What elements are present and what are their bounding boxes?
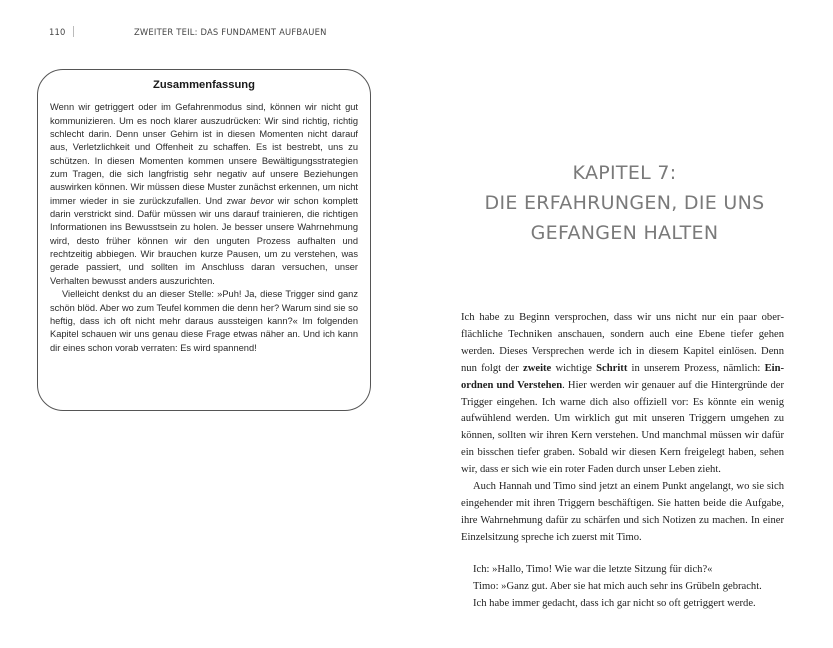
summary-paragraph <box>50 101 358 288</box>
body-text: . Hier werden wir genauer auf die Hintergründe der Trigger eingehen. Ich warne dich also offiziell vor: Es könnte ein wenig aufwühlend werden. Um wirklich gut mit unseren Triggern umgehen zu können, sollten wir ihren Kern verstehen. Und manchmal müssen wir dafür ein bisschen tiefer graben. Sobald wir diesen Kern freigelegt haben, sehen wir, dass er sich wie ein roter Faden durch unser Leben zieht. <box>461 379 784 476</box>
right-page <box>416 0 833 648</box>
running-header-title: ZWEITER TEIL: DAS FUNDAMENT AUFBAUEN <box>134 26 327 37</box>
body-paragraph <box>461 310 784 479</box>
summary-text: wir schon komplett darin verstrickt sind. Dafür müssen wir uns darauf trainieren, die richtigen Informationen ins Bewusstsein zu holen. Je besser unsere Wahrnehmung wird, desto früher können wir den unguten Prozess aufhalten und rechtzeitig abbiegen. Wir brauchen kurze Pausen, um zu verstehen, was gerade passiert, und sollten im Anschluss daran versuchen, unser Verhalten bewusst anders auszurichten. <box>50 195 358 286</box>
summary-title: Zusammenfassung <box>153 79 255 91</box>
header-divider <box>73 26 74 37</box>
dialogue-line: Timo: »Ganz gut. Aber sie hat mich auch sehr ins Grübeln gebracht. <box>473 580 762 592</box>
summary-text: Wenn wir getriggert oder im Gefahrenmodus sind, können wir nicht gut kommunizieren. Um es noch klarer auszudrücken: Wir sind richtig, richtig schlecht darin. Denn unser Gehirn ist in diesen Momenten nicht darauf aus, Verletzlichkeit und Offenheit zu schaffen. Es ist bestrebt, uns zu schützen. In diesen Momenten kommen unsere Bewältigungsstrategien zum Tragen, die sich langfristig sehr negativ auf unsere Beziehungen auswirken können. Wir müssen diese Muster zunächst erkennen, um nicht immer wieder in sie zurückzufallen. Und zwar <box>50 102 358 206</box>
dialogue-line: Ich: »Hallo, Timo! Wie war die letzte Sitzung für dich?« <box>473 563 713 575</box>
chapter-body <box>461 310 784 612</box>
page-number: 110 <box>49 26 66 37</box>
bold-term: zweite <box>523 362 552 374</box>
body-text: wichtige <box>551 362 597 374</box>
chapter-title <box>416 158 833 248</box>
chapter-title-line: GEFANGEN HALTEN <box>530 222 719 244</box>
bold-term: Schritt <box>596 362 628 374</box>
running-header <box>49 26 379 37</box>
body-text: in unserem Prozess, nämlich: <box>627 362 765 374</box>
dialogue-line: Ich habe immer gedacht, dass ich gar nicht so oft getriggert werde. <box>473 597 756 609</box>
body-text: Ich habe zu Beginn versprochen, dass wir uns nicht nur ein paar oberflächliche Techniken anschauen, sondern auch eine Ebene tiefer gehen werden. Dieses Versprechen werde ich in diesem Kapitel einlösen. Denn nun folgt der <box>461 312 784 374</box>
left-page <box>0 0 416 648</box>
summary-box <box>37 69 371 411</box>
chapter-title-line: DIE ERFAHRUNGEN, DIE UNS <box>484 192 765 214</box>
summary-emphasis: bevor <box>250 195 274 206</box>
body-paragraph: Auch Hannah und Timo sind jetzt an einem Punkt angelangt, wo sie sich eingehender mit ihren Triggern beschäftigen. Sie hatten beide die Aufgabe, ihre Wahrnehmung dafür zu schärfen und sich Notizen zu machen. In einer Einzelsitzung spreche ich zuerst mit Timo. <box>461 481 784 543</box>
summary-paragraph: Vielleicht denkst du an dieser Stelle: »Puh! Ja, diese Trigger sind ganz schön blöd. Aber wo zum Teufel kommen die denn her? Warum sind sie so heftig, dass ich oft nicht mehr daraus aussteigen kann?« Im folgenden Kapitel schauen wir uns genau diese Frage etwas näher an. Und ich kann dir eines schon vorab verraten: Es wird spannend! <box>50 289 358 353</box>
chapter-title-line: KAPITEL 7: <box>572 162 677 184</box>
bold-term: Einordnen und Verstehen <box>461 362 784 391</box>
dialogue <box>461 562 784 613</box>
